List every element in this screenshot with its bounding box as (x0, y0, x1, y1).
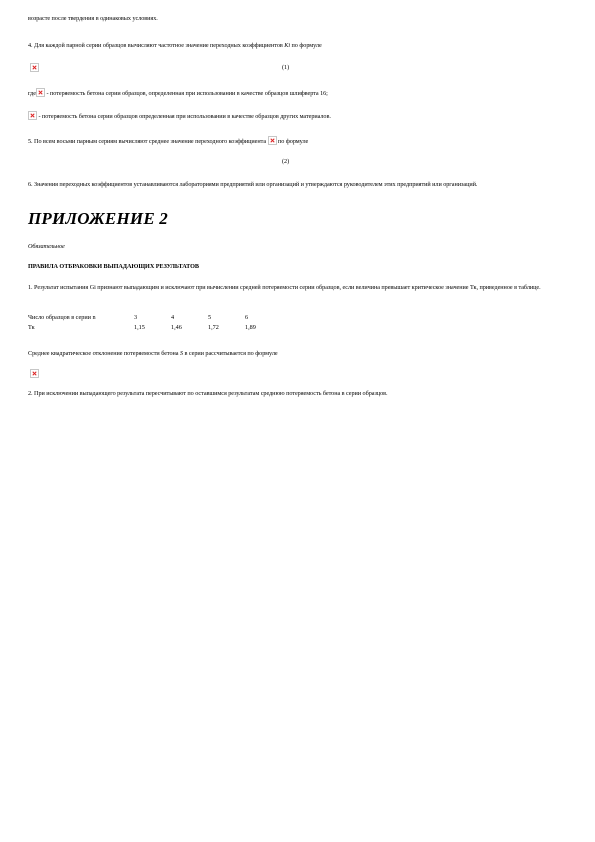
variable-image-icon (36, 88, 45, 97)
table-cell: 3 (134, 314, 138, 321)
formula-1-image-icon (30, 63, 39, 72)
appendix-title: ПРИЛОЖЕНИЕ 2 (28, 209, 169, 228)
equation-number-1: (1) (282, 64, 290, 71)
table-cell: 4 (171, 314, 175, 321)
table-cell: 1,89 (245, 324, 256, 331)
table-row (28, 313, 282, 323)
coefficient-image-icon (268, 136, 277, 145)
table-cell: 6 (245, 314, 249, 321)
table-cell: Тк (28, 324, 35, 331)
variable-s: S (179, 350, 184, 357)
table-cell: Число образцов в серии n (28, 314, 96, 321)
table-cell: 1,46 (171, 324, 182, 331)
paragraph-where-2: - потеряемость бетона серии образцов определенная при использовании в качестве образцов других материалов. (28, 111, 573, 121)
variable-image-icon (28, 111, 37, 120)
paragraph-rule-1: 1. Результат испытания Gi признают выпадающим и исключают при вычислении средней потеряемости серии образцов, если величина превышает критическое значение Тк, приведенное в таблице. (28, 284, 541, 291)
table-cell: 1,72 (208, 324, 219, 331)
paragraph-item-5: 5. По всем восьми парным сериям вычисляют среднее значение переходного коэффициента по формуле (28, 138, 309, 145)
rules-heading: ПРАВИЛА ОТБРАКОВКИ ВЫПАДАЮЩИХ РЕЗУЛЬТАТОВ (28, 263, 199, 270)
paragraph-item-4: 4. Для каждой парной серии образцов вычисляют частотное значение переходных коэффициентов Ki по формуле (28, 42, 322, 49)
paragraph-rule-2: 2. При исключении выпадающего результата пересчитывают по оставшимся результатам среднюю потеряемость бетона в серии образцов. (28, 390, 388, 397)
paragraph-continuation: возрасте после твердения в одинаковых условиях. (28, 15, 158, 22)
critical-values-table (28, 313, 282, 333)
paragraph-where-1: где - потеряемость бетона серии образцов, определенная при использовании в качестве образцов шлифверта 16; (28, 90, 328, 97)
table-cell: 1,15 (134, 324, 145, 331)
table-row (28, 323, 282, 333)
appendix-status: Обязательное (28, 243, 65, 250)
equation-number-2: (2) (282, 158, 290, 165)
paragraph-stddev: Среднее квадратическое отклонение потеряемости бетона S в серии рассчитывается по формуле (28, 350, 278, 357)
paragraph-item-6: 6. Значения переходных коэффициентов устанавливаются лабораториями предприятий или организаций и утверждаются руководителем этих предприятий или организаций. (28, 181, 478, 188)
variable-ki: Ki (284, 42, 291, 49)
stddev-formula-image-icon (30, 369, 39, 378)
table-cell: 5 (208, 314, 212, 321)
